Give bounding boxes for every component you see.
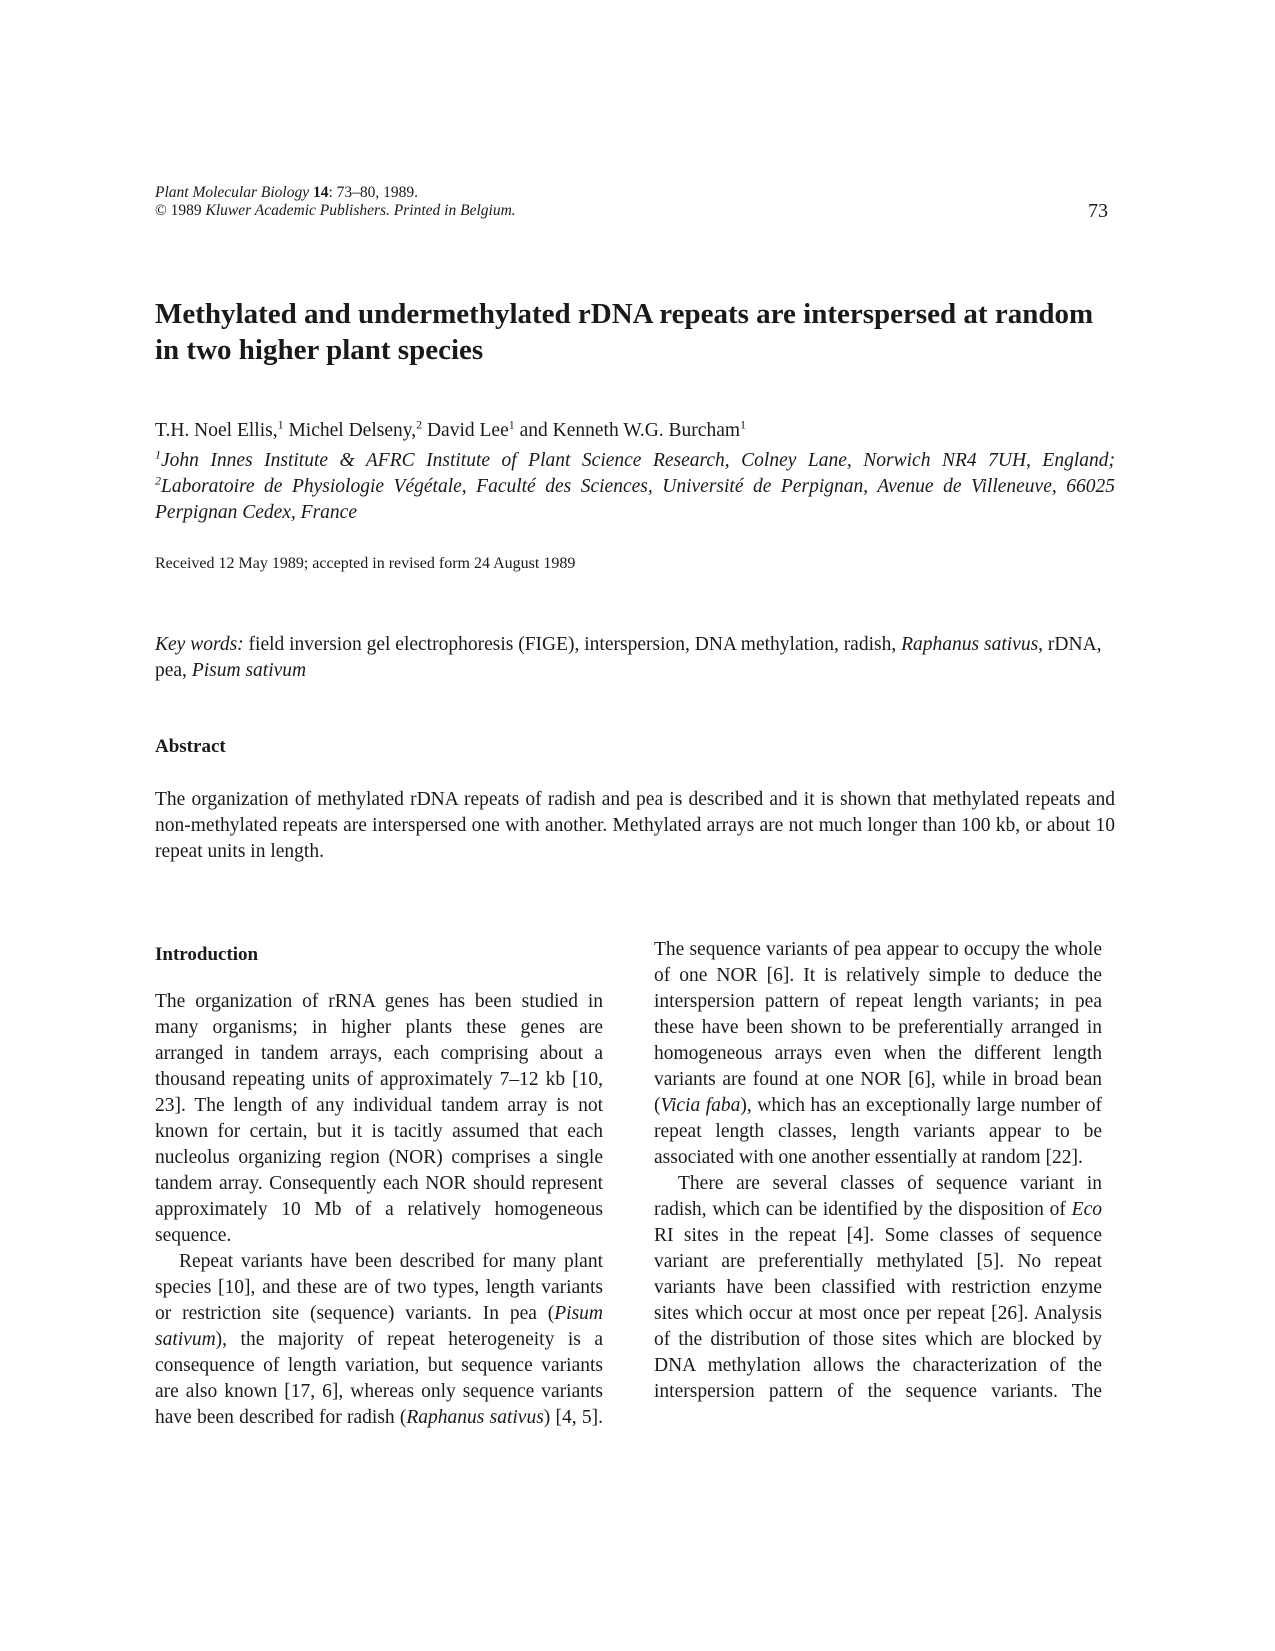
paragraph-text: RI sites in the repeat [4]. Some classes of sequence variant are preferentially methylated [5]. No repeat variants have been classified with restriction enzyme sites which occur at most once per repeat [26]. Analysis of the distribution of those sites which are blocked by DNA methylation allows the characterization of the interspersion pattern of the sequence variants. The — [654, 1225, 1102, 1402]
left-column — [155, 989, 603, 1431]
paragraph-text: ), the majority of repeat heterogeneity is a consequence of length variation, but sequence variants are also known [17, 6], whereas only sequence variants have been described for radish ( — [155, 1329, 603, 1428]
page-number: 73 — [1088, 200, 1108, 222]
affiliation-mark: 1 — [155, 447, 161, 462]
paper-title: Methylated and undermethylated rDNA repeats are interspersed at random in two higher plant species — [155, 298, 1094, 366]
journal-citation — [155, 184, 516, 220]
author-name: David Lee — [422, 420, 509, 441]
enzyme-name: Eco — [1071, 1199, 1102, 1220]
keywords — [155, 632, 1115, 684]
author-affiliation-mark: 1 — [277, 417, 284, 432]
author-name: T.H. Noel Ellis, — [155, 420, 278, 441]
species-name: Pisum sativum — [155, 1303, 603, 1350]
paragraph-text: ) [4, 5]. — [543, 1407, 603, 1428]
author-affiliation-mark: 1 — [508, 417, 515, 432]
abstract-body: The organization of methylated rDNA repeats of radish and pea is described and it is shown that methylated repeats and non-methylated repeats are interspersed one with another. Methylated arrays are not much longer than 100 kb, or about 10 repeat units in length. — [155, 789, 1115, 862]
author-name: and Kenneth W.G. Burcham — [514, 420, 741, 441]
copyright-symbol: © — [155, 202, 167, 219]
paragraph-text: Repeat variants have been described for many plant species [10], and these are of two types, length variants or restriction site (sequence) variants. In pea ( — [155, 1251, 603, 1324]
keyword-species: Pisum sativum — [191, 660, 307, 681]
keywords-label: Key words: — [155, 634, 244, 655]
abstract-heading: Abstract — [155, 736, 226, 757]
author-list — [155, 417, 747, 442]
paragraph: The organization of rRNA genes has been studied in many organisms; in higher plants these genes are arranged in tandem arrays, each comprising about a thousand repeating units of approximately 7–12 kb [10, 23]. The length of any individual tandem array is not known for certain, but it is tacitly assumed that each nucleolus organizing region (NOR) comprises a single tandem array. Consequently each NOR should represent approximately 10 Mb of a relatively homogeneous sequence. — [155, 991, 603, 1246]
author-affiliation-mark: 1 — [740, 417, 747, 432]
received-dates: Received 12 May 1989; accepted in revised form 24 August 1989 — [155, 555, 576, 572]
keyword-species: Raphanus sativus — [901, 634, 1039, 655]
paragraph-text: The sequence variants of pea appear to occupy the whole of one NOR [6]. It is relatively simple to deduce the interspersion pattern of repeat length variants; in pea these have been shown to be preferentially arranged in homogeneous arrays even when the different length variants are found at one NOR [6], while in broad bean ( — [654, 939, 1102, 1116]
journal-volume: 14 — [312, 184, 329, 201]
affiliations — [155, 448, 1115, 526]
paragraph — [654, 937, 1102, 1171]
introduction-heading: Introduction — [155, 944, 259, 965]
copyright-year: 1989 — [170, 202, 202, 219]
paragraph — [654, 1171, 1102, 1405]
affiliation-mark: 2 — [155, 473, 161, 488]
paragraph — [155, 1249, 603, 1431]
journal-name: Plant Molecular Biology — [155, 184, 310, 201]
affiliation-1: John Innes Institute & AFRC Institute of Plant Science Research, Colney Lane, Norwich NR4 7UH, England; — [161, 450, 1115, 471]
author-affiliation-mark: 2 — [416, 417, 423, 432]
right-column — [654, 937, 1102, 1405]
paragraph-text: ), which has an exceptionally large number of repeat length classes, length variants appear to be associated with one another essentially at random [22]. — [654, 1095, 1102, 1168]
author-name: Michel Delseny, — [283, 420, 417, 441]
keywords-text: , rDNA, pea, — [155, 634, 1102, 681]
journal-line — [155, 184, 516, 202]
species-name: Raphanus sativus — [406, 1407, 544, 1428]
species-name: Vicia faba — [660, 1095, 741, 1116]
paragraph-text: There are several classes of sequence variant in radish, which can be identified by the disposition of — [654, 1173, 1102, 1220]
publisher: Kluwer Academic Publishers. Printed in Belgium. — [205, 202, 516, 219]
affiliation-2: Laboratoire de Physiologie Végétale, Faculté des Sciences, Université de Perpignan, Avenue de Villeneuve, 66025 Perpignan Cedex, France — [155, 476, 1115, 523]
journal-pages-year: : 73–80, 1989. — [328, 184, 419, 201]
keywords-text: field inversion gel electrophoresis (FIGE), interspersion, DNA methylation, radish, — [243, 634, 902, 655]
copyright-line — [155, 202, 516, 220]
